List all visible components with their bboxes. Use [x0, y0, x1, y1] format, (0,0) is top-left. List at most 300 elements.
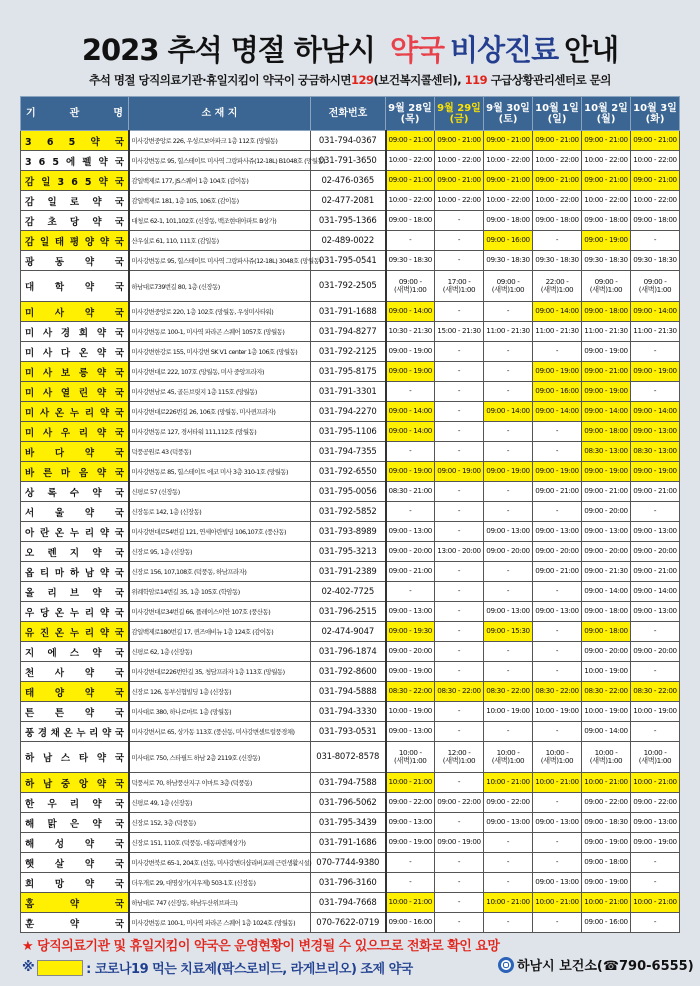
opening-hours-cell: -: [435, 342, 484, 362]
opening-hours-cell: 10:00 - 21:00: [533, 893, 582, 913]
opening-hours-cell: 09:00 - 19:00: [435, 462, 484, 482]
pharmacy-name: [21, 813, 138, 833]
pharmacy-name-text: 미사우리약국: [25, 427, 133, 439]
opening-hours-cell: 09:00 - 21:00: [631, 131, 680, 151]
opening-hours-cell: 09:00 - 22:00: [631, 793, 680, 813]
pharmacy-phone: 031-795-1366: [311, 211, 386, 231]
opening-hours-cell: -: [435, 231, 484, 251]
table-row: [21, 702, 680, 722]
opening-hours-cell: 09:00 - 21:00: [435, 131, 484, 151]
opening-hours-cell: 10:00 - (새벽)1:00: [582, 742, 631, 773]
opening-hours-cell: -: [533, 231, 582, 251]
opening-hours-cell: 09:00 - 19:00: [435, 833, 484, 853]
pharmacy-address: 덕풍서로 70, 하남풍산지구 이마트 3층 (덕풍동): [129, 773, 311, 793]
opening-hours-cell: -: [631, 722, 680, 742]
pharmacy-phone: 070-7622-0719: [311, 913, 386, 933]
opening-hours-cell: 08:30 - 22:00: [435, 682, 484, 702]
opening-hours-cell: 09:00 - 21:00: [533, 171, 582, 191]
pharmacy-name: [21, 462, 133, 482]
table-row: [21, 251, 680, 271]
opening-hours-cell: 10:00 - 22:00: [435, 191, 484, 211]
pharmacy-name: [21, 482, 138, 502]
opening-hours-cell: 09:00 - 21:00: [484, 131, 533, 151]
column-header-phone: 전화번호: [311, 97, 386, 131]
opening-hours-cell: -: [533, 722, 582, 742]
opening-hours-cell: -: [484, 662, 533, 682]
opening-hours-cell: 10:00 - 21:00: [582, 893, 631, 913]
pharmacy-name-text: 풍경채온누리약국: [25, 727, 128, 739]
pharmacy-name-text: 유진온누리약국: [25, 627, 130, 639]
pharmacy-name-text: 홈약국: [25, 898, 160, 910]
pharmacy-address: 산우실로 61, 110, 111호 (감일동): [129, 231, 311, 251]
opening-hours-cell: 09:00 - 21:30: [582, 562, 631, 582]
pharmacy-name: [21, 742, 133, 773]
opening-hours-cell: 09:00 - 18:30: [582, 813, 631, 833]
opening-hours-cell: 09:00 - 13:00: [533, 873, 582, 893]
opening-hours-cell: -: [631, 873, 680, 893]
opening-hours-cell: -: [386, 853, 435, 873]
pharmacy-address: 미사강변대로54번길 121, 연세아란빌딩 106,107호 (풍산동): [129, 522, 311, 542]
table-row: [21, 382, 680, 402]
table-row: [21, 833, 680, 853]
opening-hours-cell: -: [631, 622, 680, 642]
pharmacy-schedule-table: [20, 96, 680, 933]
opening-hours-cell: -: [386, 582, 435, 602]
pharmacy-phone: 031-795-0541: [311, 251, 386, 271]
day-of-week: (토): [498, 113, 518, 125]
opening-hours-cell: -: [435, 362, 484, 382]
opening-hours-cell: 08:30 - 22:00: [484, 682, 533, 702]
table-row: [21, 302, 680, 322]
legend-yellow-swatch: [37, 960, 83, 976]
opening-hours-cell: -: [484, 482, 533, 502]
opening-hours-cell: -: [533, 662, 582, 682]
opening-hours-cell: -: [631, 662, 680, 682]
pharmacy-phone: 031-795-3439: [311, 813, 386, 833]
title-prefix: 2023 추석 명절 하남시: [81, 33, 375, 67]
pharmacy-name-text: 우당온누리약국: [25, 607, 130, 619]
opening-hours-cell: -: [631, 231, 680, 251]
opening-hours-cell: -: [533, 793, 582, 813]
opening-hours-cell: 09:00 - 14:00: [631, 302, 680, 322]
opening-hours-cell: -: [435, 582, 484, 602]
opening-hours-cell: 09:00 - 19:00: [582, 873, 631, 893]
opening-hours-cell: 09:00 - 19:00: [484, 462, 533, 482]
opening-hours-cell: -: [435, 722, 484, 742]
opening-hours-cell: -: [435, 422, 484, 442]
opening-hours-cell: 09:00 - 14:00: [533, 402, 582, 422]
opening-hours-cell: 09:00 - 13:00: [533, 522, 582, 542]
opening-hours-cell: 09:00 - 18:00: [533, 211, 582, 231]
pharmacy-name-text: 감일태평양약국: [25, 236, 130, 248]
opening-hours-cell: 09:00 - 20:00: [631, 642, 680, 662]
opening-hours-cell: 09:00 - 18:00: [582, 211, 631, 231]
pharmacy-name: [21, 833, 145, 853]
opening-hours-cell: 09:00 - 19:00: [533, 362, 582, 382]
pharmacy-name: [21, 622, 129, 642]
pharmacy-address: 미사대로 380, 하나로마트 1층 (망월동): [129, 702, 311, 722]
opening-hours-cell: 09:00 - 13:00: [484, 522, 533, 542]
table-row: [21, 793, 680, 813]
opening-hours-cell: 09:00 - 21:00: [582, 131, 631, 151]
pharmacy-phone: 031-792-2505: [311, 271, 386, 302]
pharmacy-phone: 02-402-7725: [311, 582, 386, 602]
table-row: [21, 662, 680, 682]
title-pharmacy: 약국: [390, 33, 445, 67]
pharmacy-name-text: 365약국: [25, 136, 140, 148]
organization: [498, 955, 694, 974]
opening-hours-cell: 10:00 - 22:00: [533, 151, 582, 171]
pharmacy-name: [21, 171, 132, 191]
opening-hours-cell: -: [435, 442, 484, 462]
pharmacy-name-text: 미사다온약국: [25, 347, 133, 359]
pharmacy-address: 미사강변남로 45, 골든브릿지 1층 115호 (망월동): [129, 382, 311, 402]
column-header-name: [21, 97, 158, 131]
opening-hours-cell: 09:00 - 22:00: [582, 793, 631, 813]
opening-hours-cell: -: [435, 522, 484, 542]
opening-hours-cell: 09:00 - 21:00: [386, 131, 435, 151]
pharmacy-name: [21, 302, 145, 322]
opening-hours-cell: -: [484, 342, 533, 362]
pharmacy-name: [21, 322, 133, 342]
pharmacy-name-text: 오렌지약국: [25, 547, 138, 559]
pharmacy-phone: 031-791-3301: [311, 382, 386, 402]
pharmacy-address: 하남대로739번길 80, 1층 (신장동): [129, 271, 311, 302]
day-of-week: (목): [400, 113, 420, 125]
pharmacy-name: [21, 602, 129, 622]
opening-hours-cell: -: [484, 422, 533, 442]
pharmacy-name-text: 미사열린약국: [25, 387, 133, 399]
pharmacy-name-text: 미사약국: [25, 307, 145, 319]
table-row: [21, 442, 680, 462]
table-header-row: [21, 97, 680, 131]
pharmacy-name-text: 훈약국: [25, 918, 160, 930]
opening-hours-cell: -: [533, 342, 582, 362]
opening-hours-cell: 08:30 - 22:00: [533, 682, 582, 702]
pharmacy-address: 미사강변서로 65, 상가동 113호 (풍산동, 미사강변센트럴풍경채): [129, 722, 311, 742]
pharmacy-name-text: 튼튼약국: [25, 707, 145, 719]
pharmacy-name: [21, 131, 140, 151]
pharmacy-name: [21, 251, 145, 271]
pharmacy-phone: 031-794-3330: [311, 702, 386, 722]
opening-hours-cell: -: [533, 853, 582, 873]
opening-hours-cell: 08:30 - 21:00: [386, 482, 435, 502]
day-date: 10월 1일: [535, 102, 579, 114]
opening-hours-cell: 09:00 - 15:30: [484, 622, 533, 642]
opening-hours-cell: 10:00 - 21:00: [484, 893, 533, 913]
opening-hours-cell: -: [386, 442, 435, 462]
opening-hours-cell: 13:00 - 20:00: [435, 542, 484, 562]
opening-hours-cell: 08:30 - 22:00: [582, 682, 631, 702]
pharmacy-name: [21, 773, 133, 793]
opening-hours-cell: -: [435, 502, 484, 522]
opening-hours-cell: 10:00 - 21:00: [582, 773, 631, 793]
opening-hours-cell: -: [484, 442, 533, 462]
pharmacy-phone: 031-795-8175: [311, 362, 386, 382]
opening-hours-cell: 09:00 - (새벽)1:00: [582, 271, 631, 302]
pharmacy-name-text: 광동약국: [25, 256, 145, 268]
opening-hours-cell: 09:00 - 14:00: [386, 422, 435, 442]
table-row: [21, 722, 680, 742]
pharmacy-name-text: 서울약국: [25, 507, 145, 519]
pharmacy-name-text: 해맑은약국: [25, 818, 138, 830]
pharmacy-address: 미사강변중앙로 220, 1층 102호 (망월동, 우성미사타워): [129, 302, 311, 322]
table-row: [21, 622, 680, 642]
opening-hours-cell: 10:00 - 22:00: [435, 151, 484, 171]
pharmacy-name-text: 천사약국: [25, 667, 145, 679]
pharmacy-address: 미사강변동로 127, 경서타워 111,112호 (망월동): [129, 422, 311, 442]
opening-hours-cell: 09:00 - 13:00: [484, 602, 533, 622]
pharmacy-address: 신평로 49, 1층 (신장동): [129, 793, 311, 813]
table-row: [21, 522, 680, 542]
opening-hours-cell: 10:00 - 22:00: [484, 151, 533, 171]
subtitle: [0, 72, 700, 88]
opening-hours-cell: -: [484, 382, 533, 402]
opening-hours-cell: 10:00 - 22:00: [533, 191, 582, 211]
pharmacy-address: 신장로 126, 동부신협빌딩 1층 (신장동): [129, 682, 311, 702]
opening-hours-cell: -: [386, 873, 435, 893]
pharmacy-name: [21, 211, 138, 231]
table-row: [21, 542, 680, 562]
pharmacy-name: [21, 271, 145, 302]
pharmacy-phone: 031-794-5888: [311, 682, 386, 702]
opening-hours-cell: -: [435, 642, 484, 662]
pharmacy-phone: 031-792-2125: [311, 342, 386, 362]
opening-hours-cell: 09:00 - (새벽)1:00: [631, 271, 680, 302]
opening-hours-cell: 09:00 - 18:00: [631, 211, 680, 231]
pharmacy-address: 미사강변대로34번길 66, 플레이스이안 107호 (풍산동): [129, 602, 311, 622]
pharmacy-name: [21, 382, 133, 402]
table-row: [21, 602, 680, 622]
opening-hours-cell: 11:00 - 21:30: [484, 322, 533, 342]
opening-hours-cell: 09:00 - 14:00: [533, 302, 582, 322]
pharmacy-phone: 031-796-3160: [311, 873, 386, 893]
table-row: [21, 682, 680, 702]
opening-hours-cell: -: [533, 502, 582, 522]
opening-hours-cell: 09:00 - 18:00: [484, 211, 533, 231]
opening-hours-cell: -: [631, 342, 680, 362]
opening-hours-cell: -: [386, 382, 435, 402]
opening-hours-cell: -: [484, 562, 533, 582]
opening-hours-cell: -: [484, 853, 533, 873]
legend: [22, 958, 413, 977]
pharmacy-address: 더우개로 29, 대명상가(지우제) 503-1호 (신장동): [129, 873, 311, 893]
pharmacy-name: [21, 702, 145, 722]
pharmacy-address: 신장동로 142, 1층 (신장동): [129, 502, 311, 522]
opening-hours-cell: -: [631, 502, 680, 522]
opening-hours-cell: 09:00 - 16:00: [484, 231, 533, 251]
table-row: [21, 402, 680, 422]
table-row: [21, 191, 680, 211]
pharmacy-name: [21, 893, 160, 913]
pharmacy-phone: 031-791-1686: [311, 833, 386, 853]
opening-hours-cell: 09:00 - 16:00: [533, 382, 582, 402]
opening-hours-cell: -: [631, 853, 680, 873]
opening-hours-cell: 10:00 - (새벽)1:00: [386, 742, 435, 773]
pharmacy-name: [21, 362, 133, 382]
opening-hours-cell: -: [533, 913, 582, 933]
pharmacy-name-text: 365에펠약국: [25, 156, 132, 168]
pharmacy-name-text: 감초당약국: [25, 216, 138, 228]
opening-hours-cell: -: [386, 231, 435, 251]
column-header-name-text: 기관명: [26, 108, 158, 119]
table-row: [21, 893, 680, 913]
opening-hours-cell: -: [386, 502, 435, 522]
opening-hours-cell: 10:00 - 21:00: [386, 893, 435, 913]
day-date: 9월 29일: [437, 102, 481, 114]
opening-hours-cell: 09:00 - 19:00: [631, 462, 680, 482]
opening-hours-cell: 10:00 - 19:00: [631, 702, 680, 722]
opening-hours-cell: 09:00 - 14:00: [631, 402, 680, 422]
pharmacy-address: 미사강변북로 65-1, 204호 (선동, 미사강변더샵리버포레 근린생활시설): [129, 853, 311, 873]
title-emergency: 비상진료: [450, 33, 559, 67]
day-date: 10월 2일: [584, 102, 628, 114]
opening-hours-cell: 09:00 - 20:00: [386, 642, 435, 662]
pharmacy-address: 미사강변동로 95, 힐스테이트 미사역 그랑파사쥬(12-18L) B1048호 (망월동): [129, 151, 311, 171]
day-of-week: (화): [645, 113, 665, 125]
pharmacy-name: [21, 522, 129, 542]
pharmacy-name-text: 대학약국: [25, 282, 145, 293]
opening-hours-cell: 10:00 - 22:00: [386, 151, 435, 171]
pharmacy-name: [21, 873, 145, 893]
pharmacy-phone: 031-791-2389: [311, 562, 386, 582]
opening-hours-cell: 09:00 - 19:00: [533, 462, 582, 482]
legend-mark: ※: [22, 960, 35, 975]
opening-hours-cell: 11:00 - 21:30: [582, 322, 631, 342]
table-row: [21, 873, 680, 893]
opening-hours-cell: 09:00 - 16:00: [582, 913, 631, 933]
column-header-address: 소 재 지: [129, 97, 311, 131]
opening-hours-cell: 08:30 - 22:00: [386, 682, 435, 702]
pharmacy-phone: 031-793-0531: [311, 722, 386, 742]
pharmacy-phone: 031-792-6550: [311, 462, 386, 482]
pharmacy-phone: 031-791-1688: [311, 302, 386, 322]
legend-text: : 코로나19 먹는 치료제(팍스로비드, 라게브리오) 조제 약국: [86, 962, 413, 977]
table-row: [21, 322, 680, 342]
opening-hours-cell: 09:00 - 18:00: [582, 622, 631, 642]
pharmacy-name-text: 하남중앙약국: [25, 778, 133, 790]
pharmacy-address: 신평로 62, 1층 (신장동): [129, 642, 311, 662]
table-row: [21, 211, 680, 231]
opening-hours-cell: -: [435, 402, 484, 422]
opening-hours-cell: 09:30 - 18:30: [484, 251, 533, 271]
pharmacy-phone: 031-795-1106: [311, 422, 386, 442]
opening-hours-cell: 09:00 - 19:00: [582, 231, 631, 251]
pharmacy-name-text: 하남스타약국: [25, 753, 133, 764]
day-of-week: (일): [547, 113, 567, 125]
pharmacy-address: 신장로 151, 110호 (덕풍동, 대동피렌체상가): [129, 833, 311, 853]
pharmacy-name-text: 옵티마하남약국: [25, 567, 130, 579]
pharmacy-address: 감일백제로 181, 1층 105, 106호 (감이동): [129, 191, 311, 211]
pharmacy-address: 신장로 156, 107,108호 (덕풍동, 하남프라자): [129, 562, 311, 582]
opening-hours-cell: -: [484, 642, 533, 662]
opening-hours-cell: -: [435, 562, 484, 582]
opening-hours-cell: 10:00 - 19:00: [386, 702, 435, 722]
pharmacy-name: [21, 853, 145, 873]
pharmacy-phone: 031-794-7668: [311, 893, 386, 913]
pharmacy-name: [21, 913, 160, 933]
opening-hours-cell: -: [533, 622, 582, 642]
opening-hours-cell: 09:00 - 21:00: [582, 171, 631, 191]
pharmacy-name-text: 바다약국: [25, 447, 145, 459]
opening-hours-cell: 09:00 - 18:00: [582, 853, 631, 873]
opening-hours-cell: 09:00 - 20:00: [484, 542, 533, 562]
pharmacy-name-text: 올리브약국: [25, 587, 138, 599]
opening-hours-cell: 09:00 - 21:00: [533, 131, 582, 151]
opening-hours-cell: 10:00 - 19:00: [582, 702, 631, 722]
opening-hours-cell: 10:00 - 22:00: [484, 191, 533, 211]
opening-hours-cell: 10:00 - 21:00: [533, 773, 582, 793]
opening-hours-cell: 09:00 - 13:00: [533, 602, 582, 622]
opening-hours-cell: 09:00 - 14:00: [484, 402, 533, 422]
pharmacy-phone: 02-474-9047: [311, 622, 386, 642]
opening-hours-cell: -: [484, 502, 533, 522]
opening-hours-cell: 09:00 - 13:00: [533, 813, 582, 833]
opening-hours-cell: 09:00 - 22:00: [386, 793, 435, 813]
pharmacy-phone: 031-794-8277: [311, 322, 386, 342]
pharmacy-address: 덕풍공원로 43 (덕풍동): [129, 442, 311, 462]
pharmacy-address: 미사대로 750, 스타필드 하남 2층 2119호 (신장동): [129, 742, 311, 773]
opening-hours-cell: -: [484, 722, 533, 742]
page-title: [0, 28, 700, 69]
notice-text: ★ 당직의료기관 및 휴일지킴이 약국은 운영현황이 변경될 수 있으므로 전화로 확인 요망: [22, 939, 500, 954]
pharmacy-name-text: 미사온누리약국: [25, 407, 130, 419]
table-row: [21, 853, 680, 873]
opening-hours-cell: 12:00 - (새벽)1:00: [435, 742, 484, 773]
title-suffix: 안내: [564, 33, 619, 67]
table-row: [21, 562, 680, 582]
opening-hours-cell: 09:00 - 21:00: [386, 562, 435, 582]
pharmacy-address: 신장로 95, 1층 (신장동): [129, 542, 311, 562]
opening-hours-cell: 10:30 - 21:30: [386, 322, 435, 342]
pharmacy-name: [21, 502, 145, 522]
pharmacy-phone: 031-791-3650: [311, 151, 386, 171]
pharmacy-name-text: 바른마음약국: [25, 467, 133, 479]
pharmacy-name-text: 미사경희약국: [25, 327, 133, 339]
opening-hours-cell: 09:00 - 19:00: [386, 833, 435, 853]
pharmacy-name-text: 아란온누리약국: [25, 527, 130, 539]
pharmacy-name: [21, 662, 145, 682]
opening-hours-cell: 10:00 - 19:00: [582, 662, 631, 682]
table-row: [21, 773, 680, 793]
opening-hours-cell: -: [631, 382, 680, 402]
pharmacy-name: [21, 582, 138, 602]
opening-hours-cell: 10:00 - 22:00: [631, 151, 680, 171]
table-row: [21, 271, 680, 302]
table-row: [21, 422, 680, 442]
table-row: [21, 482, 680, 502]
opening-hours-cell: 09:00 - 19:00: [386, 342, 435, 362]
opening-hours-cell: -: [435, 211, 484, 231]
opening-hours-cell: 09:00 - 20:00: [631, 542, 680, 562]
opening-hours-cell: 10:00 - (새벽)1:00: [631, 742, 680, 773]
pharmacy-address: 미사강변중앙로 226, 우성르보아파크 1층 112호 (망월동): [129, 131, 311, 151]
opening-hours-cell: 09:00 - 20:00: [582, 502, 631, 522]
pharmacy-phone: 031-794-0367: [311, 131, 386, 151]
opening-hours-cell: 09:00 - 19:00: [582, 833, 631, 853]
opening-hours-cell: 10:00 - 19:00: [484, 702, 533, 722]
opening-hours-cell: -: [631, 913, 680, 933]
table-row: [21, 342, 680, 362]
day-date: 10월 3일: [633, 102, 677, 114]
opening-hours-cell: 09:00 - 18:00: [386, 211, 435, 231]
pharmacy-name: [21, 682, 145, 702]
pharmacy-phone: 031-795-0056: [311, 482, 386, 502]
opening-hours-cell: 09:30 - 18:30: [533, 251, 582, 271]
opening-hours-cell: 09:00 - 19:00: [631, 833, 680, 853]
pharmacy-phone: 031-796-1874: [311, 642, 386, 662]
opening-hours-cell: 10:00 - 22:00: [582, 151, 631, 171]
